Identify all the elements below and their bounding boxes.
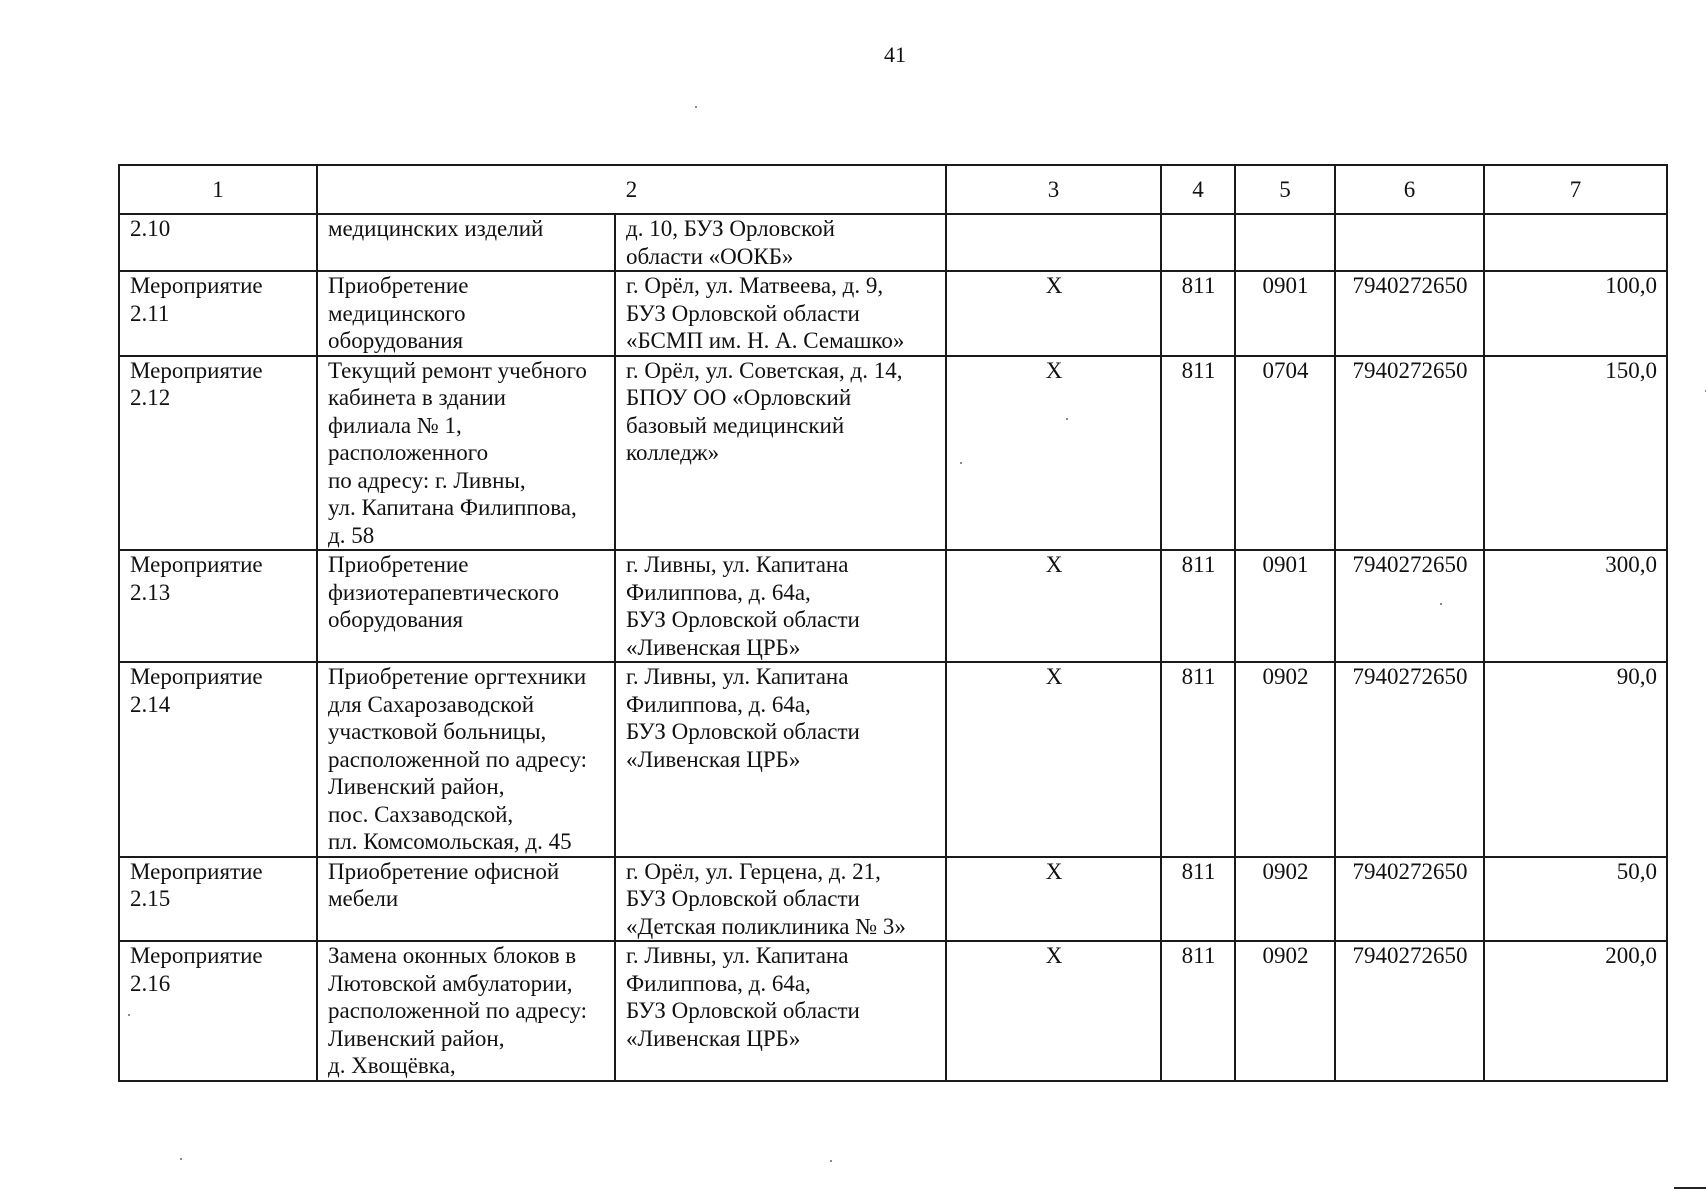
cell-col-4: 811 bbox=[1161, 271, 1235, 356]
cell-event-id: Мероприятие 2.13 bbox=[119, 550, 317, 662]
table-row bbox=[119, 550, 1667, 662]
table-row bbox=[119, 857, 1667, 942]
header-col-2: 2 bbox=[317, 165, 946, 214]
cell-address: г. Орёл, ул. Советская, д. 14, БПОУ ОО «Орловский базовый медицинский колледж» bbox=[615, 356, 946, 551]
cell-description: Приобретение физиотерапевтического оборудования bbox=[317, 550, 615, 662]
cell-col-7: 150,0 bbox=[1484, 356, 1667, 551]
cell-description: медицинских изделий bbox=[317, 214, 615, 271]
edge-mark bbox=[1674, 1187, 1706, 1189]
cell-col-3: Х bbox=[946, 356, 1161, 551]
table-row bbox=[119, 662, 1667, 857]
cell-col-4: 811 bbox=[1161, 550, 1235, 662]
header-col-4: 4 bbox=[1161, 165, 1235, 214]
cell-event-id: Мероприятие 2.16 bbox=[119, 941, 317, 1081]
cell-col-4: 811 bbox=[1161, 662, 1235, 857]
cell-description: Текущий ремонт учебного кабинета в здании филиала № 1, расположенного по адресу: г. Ливны, ул. Капитана Филиппова, д. 58 bbox=[317, 356, 615, 551]
scan-speck bbox=[1440, 603, 1442, 605]
cell-address: г. Орёл, ул. Матвеева, д. 9, БУЗ Орловской области «БСМП им. Н. А. Семашко» bbox=[615, 271, 946, 356]
cell-event-id: Мероприятие 2.11 bbox=[119, 271, 317, 356]
header-col-3: 3 bbox=[946, 165, 1161, 214]
table-row bbox=[119, 941, 1667, 1081]
cell-col-5: 0704 bbox=[1235, 356, 1335, 551]
scan-speck bbox=[960, 462, 962, 464]
cell-description: Приобретение оргтехники для Сахарозаводской участковой больницы, расположенной по адресу: Ливенский район, пос. Сахзаводской, пл. Комсомольская, д. 45 bbox=[317, 662, 615, 857]
cell-event-id: 2.10 bbox=[119, 214, 317, 271]
page-number: 41 bbox=[884, 42, 906, 67]
header-row bbox=[119, 165, 1667, 214]
cell-col-3 bbox=[946, 214, 1161, 271]
header-col-5: 5 bbox=[1235, 165, 1335, 214]
scan-speck bbox=[180, 1158, 182, 1160]
cell-event-id: Мероприятие 2.15 bbox=[119, 857, 317, 942]
cell-col-7: 200,0 bbox=[1484, 941, 1667, 1081]
cell-col-5: 0901 bbox=[1235, 271, 1335, 356]
cell-event-id: Мероприятие 2.14 bbox=[119, 662, 317, 857]
cell-col-5: 0901 bbox=[1235, 550, 1335, 662]
cell-col-7 bbox=[1484, 214, 1667, 271]
table-row bbox=[119, 214, 1667, 271]
header-col-6: 6 bbox=[1335, 165, 1484, 214]
cell-col-4: 811 bbox=[1161, 857, 1235, 942]
cell-col-7: 90,0 bbox=[1484, 662, 1667, 857]
cell-address: г. Ливны, ул. Капитана Филиппова, д. 64а, БУЗ Орловской области «Ливенская ЦРБ» bbox=[615, 662, 946, 857]
budget-table bbox=[118, 164, 1668, 1082]
cell-event-id: Мероприятие 2.12 bbox=[119, 356, 317, 551]
cell-col-6: 7940272650 bbox=[1335, 857, 1484, 942]
cell-description: Приобретение медицинского оборудования bbox=[317, 271, 615, 356]
table-body bbox=[119, 214, 1667, 1081]
cell-address: г. Ливны, ул. Капитана Филиппова, д. 64а, БУЗ Орловской области «Ливенская ЦРБ» bbox=[615, 941, 946, 1081]
cell-col-7: 300,0 bbox=[1484, 550, 1667, 662]
cell-col-7: 100,0 bbox=[1484, 271, 1667, 356]
scan-speck bbox=[830, 1160, 832, 1162]
cell-address: г. Ливны, ул. Капитана Филиппова, д. 64а, БУЗ Орловской области «Ливенская ЦРБ» bbox=[615, 550, 946, 662]
header-col-1: 1 bbox=[119, 165, 317, 214]
scan-speck bbox=[695, 106, 697, 108]
cell-col-5: 0902 bbox=[1235, 941, 1335, 1081]
cell-col-5: 0902 bbox=[1235, 857, 1335, 942]
cell-col-3: Х bbox=[946, 857, 1161, 942]
cell-col-6: 7940272650 bbox=[1335, 271, 1484, 356]
cell-col-6: 7940272650 bbox=[1335, 550, 1484, 662]
cell-col-5: 0902 bbox=[1235, 662, 1335, 857]
cell-address: г. Орёл, ул. Герцена, д. 21, БУЗ Орловской области «Детская поликлиника № 3» bbox=[615, 857, 946, 942]
cell-col-6 bbox=[1335, 214, 1484, 271]
table-row bbox=[119, 356, 1667, 551]
cell-col-6: 7940272650 bbox=[1335, 356, 1484, 551]
cell-col-3: Х bbox=[946, 662, 1161, 857]
cell-col-3: Х bbox=[946, 271, 1161, 356]
cell-col-7: 50,0 bbox=[1484, 857, 1667, 942]
cell-col-3: Х bbox=[946, 550, 1161, 662]
cell-col-6: 7940272650 bbox=[1335, 662, 1484, 857]
cell-col-3: Х bbox=[946, 941, 1161, 1081]
cell-col-6: 7940272650 bbox=[1335, 941, 1484, 1081]
header-col-7: 7 bbox=[1484, 165, 1667, 214]
cell-description: Замена оконных блоков в Лютовской амбулатории, расположенной по адресу: Ливенский район, д. Хвощёвка, bbox=[317, 941, 615, 1081]
cell-address: д. 10, БУЗ Орловской области «ООКБ» bbox=[615, 214, 946, 271]
scan-speck bbox=[128, 1014, 130, 1016]
table-row bbox=[119, 271, 1667, 356]
cell-description: Приобретение офисной мебели bbox=[317, 857, 615, 942]
cell-col-4: 811 bbox=[1161, 356, 1235, 551]
scan-speck bbox=[1066, 418, 1068, 420]
cell-col-4: 811 bbox=[1161, 941, 1235, 1081]
cell-col-4 bbox=[1161, 214, 1235, 271]
cell-col-5 bbox=[1235, 214, 1335, 271]
